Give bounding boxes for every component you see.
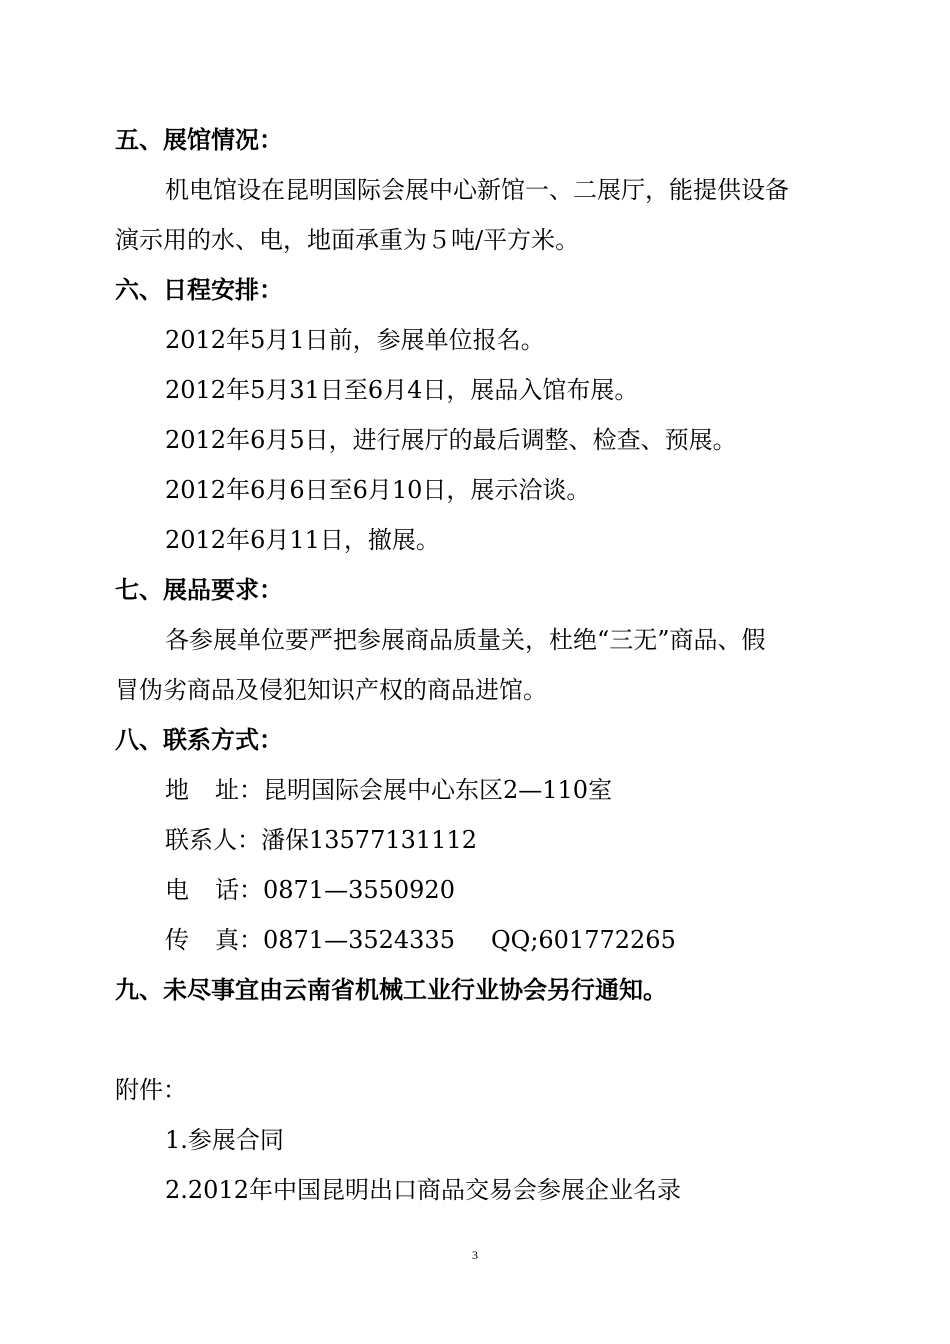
contact-person-key: 联系人：: [165, 826, 261, 854]
address-value: 昆明国际会展中心东区2—110室: [263, 776, 613, 804]
section-7-paragraph-line-2: 冒伪劣商品及侵犯知识产权的商品进馆。: [115, 676, 547, 704]
phone-value: 0871—3550920: [263, 876, 455, 904]
section-7-heading: 七、展品要求：: [115, 576, 283, 604]
section-6-heading: 六、日程安排：: [115, 276, 283, 304]
qq-value: QQ;601772265: [490, 926, 676, 954]
schedule-item: 2012年6月11日，撤展。: [165, 526, 440, 554]
contact-phone-row: [165, 873, 455, 907]
contact-fax-row: [165, 923, 676, 957]
section-7-paragraph-line-1: 各参展单位要严把参展商品质量关，杜绝“三无”商品、假: [165, 626, 766, 654]
contact-address-row: [165, 773, 612, 807]
schedule-item: 2012年6月6日至6月10日，展示洽谈。: [165, 476, 591, 504]
fax-value: 0871—3524335: [263, 926, 455, 954]
contact-person-value: 潘保13577131112: [261, 826, 477, 854]
attachments-label: 附件：: [115, 1076, 187, 1104]
address-key-char-1: 地: [165, 776, 189, 804]
section-5-paragraph-line-2: 演示用的水、电，地面承重为５吨/平方米。: [115, 226, 580, 254]
section-5-heading: 五、展馆情况：: [115, 126, 283, 154]
schedule-item: 2012年5月1日前，参展单位报名。: [165, 326, 545, 354]
schedule-item: 2012年6月5日，进行展厅的最后调整、检查、预展。: [165, 426, 737, 454]
address-key-char-2: 址：: [215, 776, 263, 804]
schedule-item: 2012年5月31日至6月4日，展品入馆布展。: [165, 376, 639, 404]
attachment-item: 1.参展合同: [165, 1126, 284, 1154]
fax-key-char-1: 传: [165, 926, 189, 954]
section-9-heading: 九、未尽事宜由云南省机械工业行业协会另行通知。: [115, 976, 667, 1004]
phone-key-char-1: 电: [165, 876, 189, 904]
section-8-heading: 八、联系方式：: [115, 726, 283, 754]
attachment-item: 2.2012年中国昆明出口商品交易会参展企业名录: [165, 1176, 681, 1204]
section-5-paragraph-line-1: 机电馆设在昆明国际会展中心新馆一、二展厅，能提供设备: [165, 176, 789, 204]
phone-key-char-2: 话：: [215, 876, 263, 904]
contact-person-row: [165, 823, 477, 857]
fax-key-char-2: 真：: [215, 926, 263, 954]
page-number: 3: [472, 1248, 478, 1262]
